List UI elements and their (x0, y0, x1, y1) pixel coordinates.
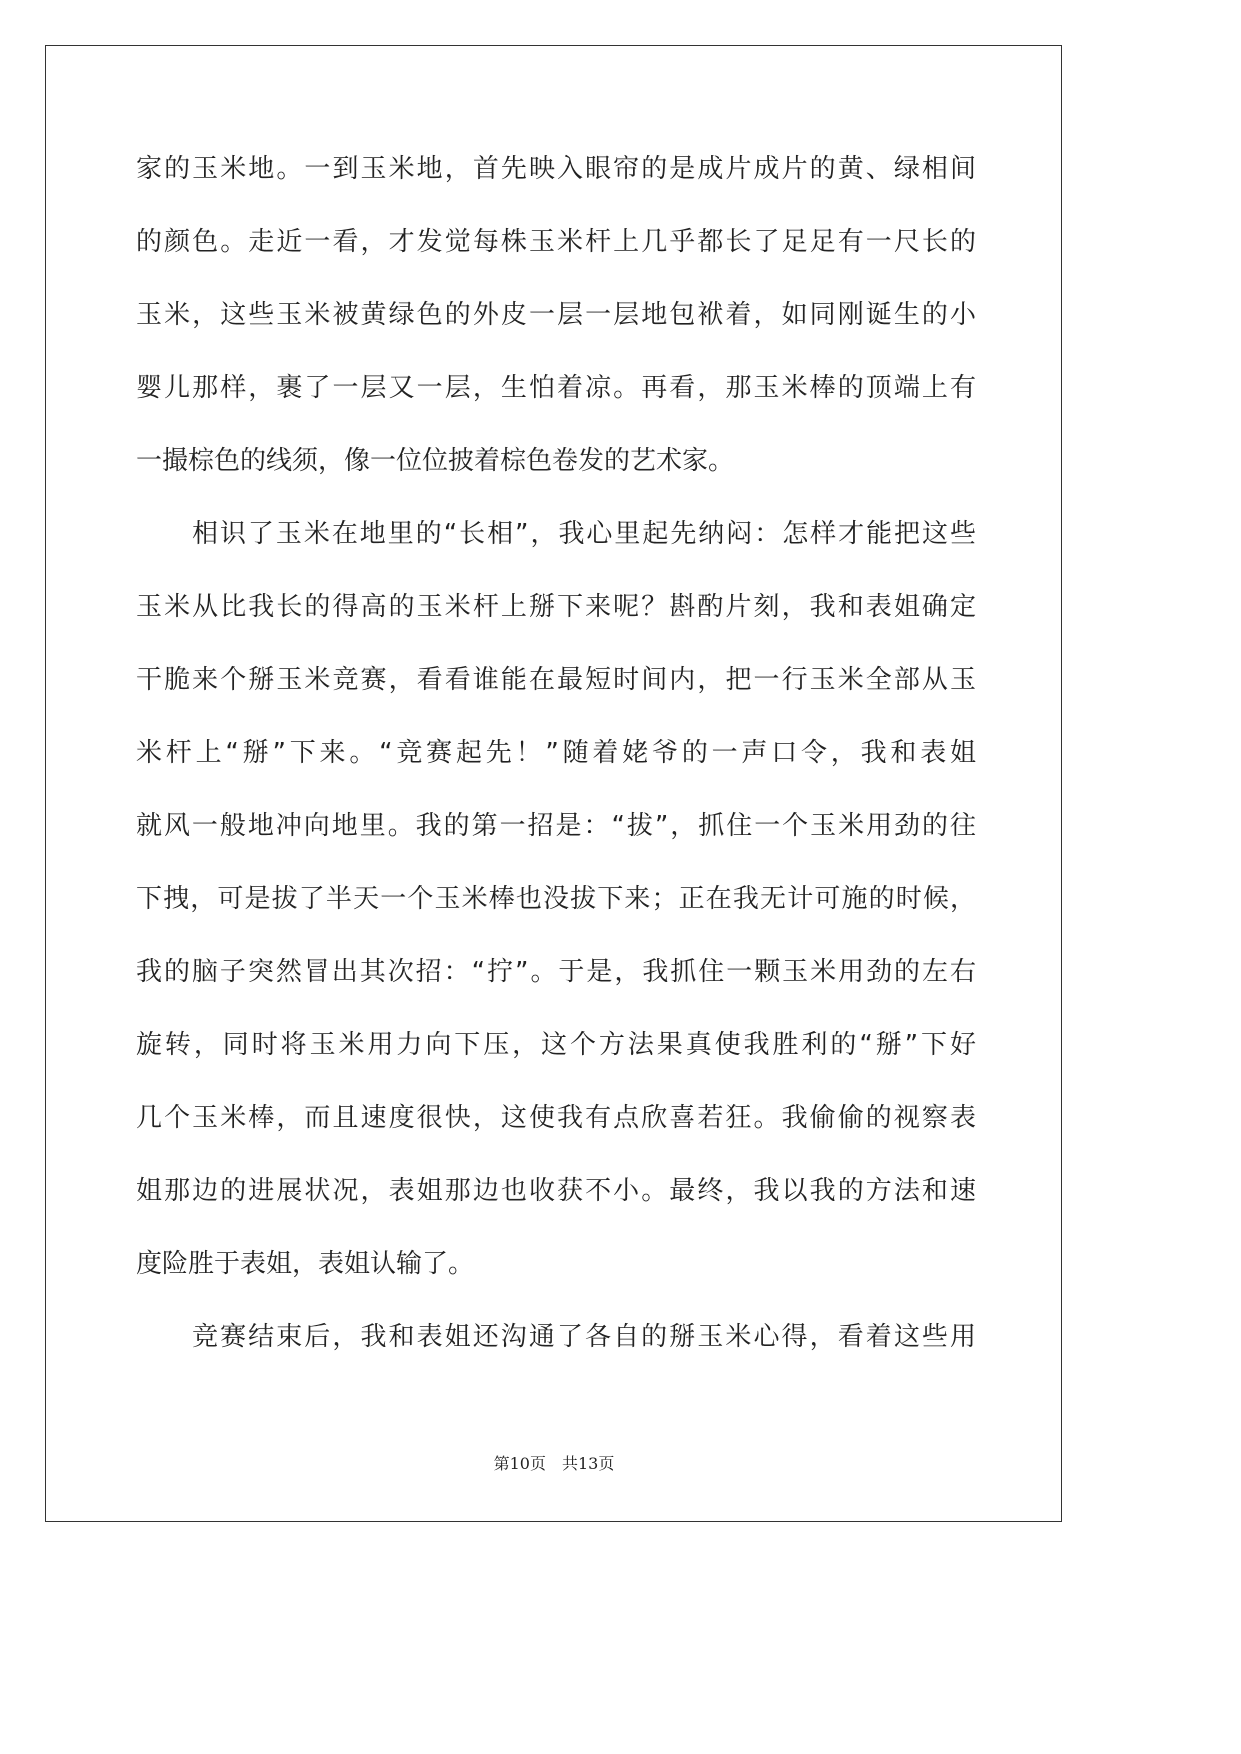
text-line: 干脆来个掰玉米竞赛，看看谁能在最短时间内，把一行玉米全部从玉 (136, 665, 976, 695)
text-line: 下拽，可是拔了半天一个玉米棒也没拔下来；正在我无计可施的时候， (136, 884, 976, 914)
text-line: 姐那边的进展状况，表姐那边也收获不小。最终，我以我的方法和速 (136, 1176, 976, 1206)
text-line: 米杆上“掰”下来。“竞赛起先！”随着姥爷的一声口令，我和表姐 (136, 738, 976, 768)
text-line: 玉米，这些玉米被黄绿色的外皮一层一层地包袱着，如同刚诞生的小 (136, 300, 976, 330)
page-border (45, 45, 1062, 1522)
text-line: 度险胜于表姐，表姐认输了。 (136, 1249, 475, 1279)
text-line: 婴儿那样，裹了一层又一层，生怕着凉。再看，那玉米棒的顶端上有 (136, 373, 976, 403)
text-line: 玉米从比我长的得高的玉米杆上掰下来呢？斟酌片刻，我和表姐确定 (136, 592, 976, 622)
text-line: 的颜色。走近一看，才发觉每株玉米杆上几乎都长了足足有一尺长的 (136, 227, 976, 257)
text-line: 家的玉米地。一到玉米地，首先映入眼帘的是成片成片的黄、绿相间 (136, 154, 976, 184)
paragraph-first-line: 相识了玉米在地里的“长相”，我心里起先纳闷：怎样才能把这些 (192, 519, 976, 549)
text-line: 一撮棕色的线须，像一位位披着棕色卷发的艺术家。 (136, 446, 735, 476)
text-line: 就风一般地冲向地里。我的第一招是：“拔”，抓住一个玉米用劲的往 (136, 811, 976, 841)
text-line: 几个玉米棒，而且速度很快，这使我有点欣喜若狂。我偷偷的视察表 (136, 1103, 976, 1133)
paragraph-first-line: 竞赛结束后，我和表姐还沟通了各自的掰玉米心得，看着这些用 (192, 1322, 976, 1352)
page-number-footer: 第10页 共13页 (493, 1454, 615, 1473)
text-line: 旋转，同时将玉米用力向下压，这个方法果真使我胜利的“掰”下好 (136, 1030, 976, 1060)
text-line: 我的脑子突然冒出其次招：“拧”。于是，我抓住一颗玉米用劲的左右 (136, 957, 976, 987)
